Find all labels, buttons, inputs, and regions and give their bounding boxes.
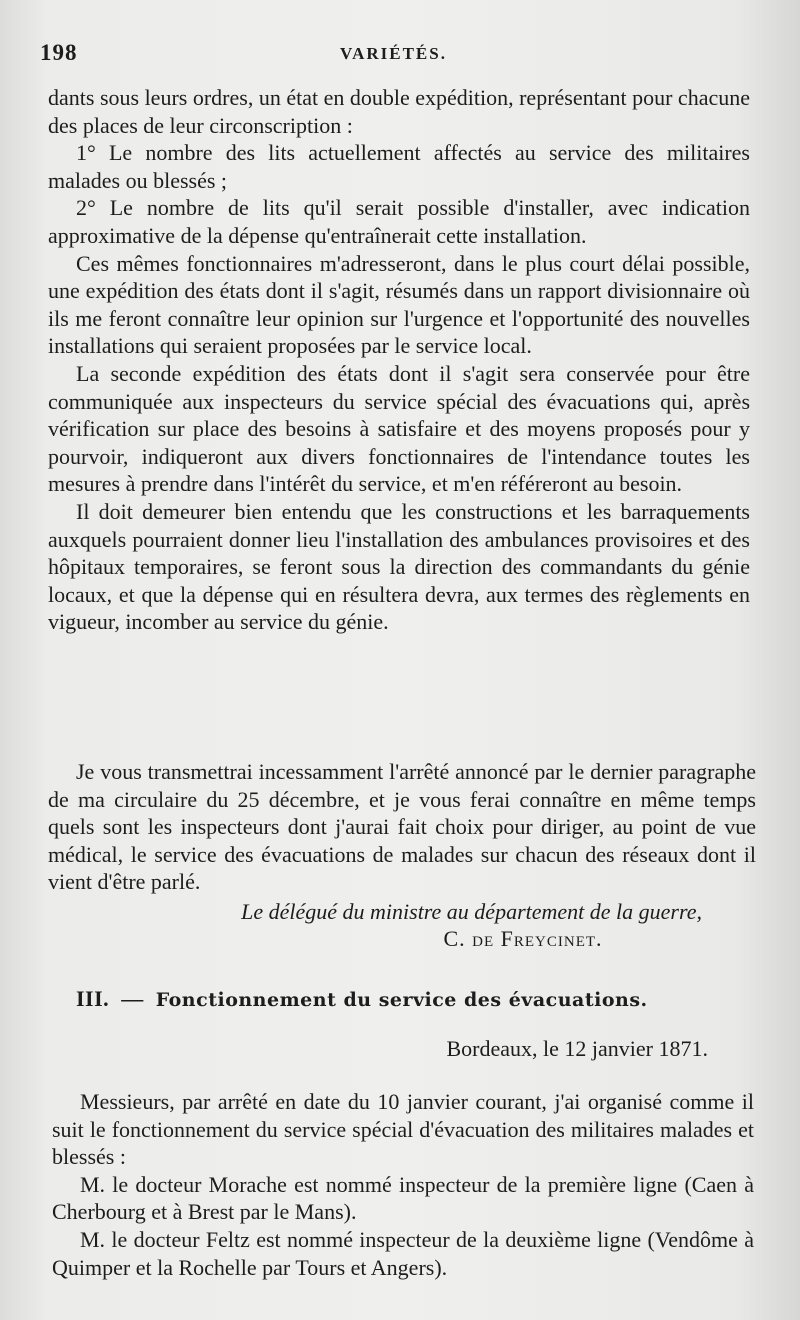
paragraph: Il doit demeurer bien entendu que les constructions et les barraquements auxquels pourraient donner lieu l'installation des ambulances provisoires et des hôpitaux temporaires, se feront sous la direction des commandants du génie locaux, et que la dépense qui en résultera devra, aux termes des règlements en vigueur, incomber au service du génie. (48, 498, 750, 635)
letter-body-continued (48, 84, 750, 636)
section-title: Fonctionnement du service des évacuations. (155, 989, 648, 1011)
paragraph: Messieurs, par arrêté en date du 10 janvier courant, j'ai organisé comme il suit le fonctionnement du service spécial d'évacuation des militaires malades et blessés : (52, 1089, 754, 1170)
paragraph: M. le docteur Feltz est nommé inspecteur de la deuxième ligne (Vendôme à Quimper et la Rochelle par Tours et Angers). (52, 1226, 754, 1280)
paragraph: 2° Le nombre de lits qu'il serait possible d'installer, avec indication approximative de la dépense qu'entraînerait cette installation. (48, 195, 750, 248)
section-number: III. (76, 986, 110, 1011)
signature-title: Le délégué du ministre au département de la guerre, (241, 899, 702, 924)
paragraph: Ces mêmes fonctionnaires m'adresseront, dans le plus court délai possible, une expédition des états dont il s'agit, résumés dans un rapport divisionnaire où ils me feront connaître leur opinion sur l'urgence et l'opportunité des nouvelles installations qui seraient proposées par le service local. (48, 250, 750, 359)
paragraph: dants sous leurs ordres, un état en double expédition, représentant pour chacune des places de leur circonscription : (48, 85, 750, 138)
section-dash: — (121, 986, 144, 1011)
paragraph: La seconde expédition des états dont il s'agit sera conservée pour être communiquée aux inspecteurs du service spécial des évacuations qui, après vérification sur place des besoins à satisfaire et des moyens proposés pour y pourvoir, indiqueront aux divers fonctionnaires de l'intendance toutes les mesures à prendre dans l'intérêt du service, et m'en référeront au besoin. (48, 360, 750, 497)
dateline: Bordeaux, le 12 janvier 1871. (446, 1036, 708, 1061)
signature-name: C. de Freycinet. (443, 926, 603, 951)
closing-paragraph (48, 758, 756, 896)
page-number: 198 (40, 40, 78, 65)
page-header (40, 40, 760, 72)
section-body (52, 1088, 754, 1281)
section-heading (76, 986, 756, 1012)
paragraph: 1° Le nombre des lits actuellement affectés au service des militaires malades ou blessés ; (48, 140, 750, 193)
running-head: VARIÉTÉS. (340, 44, 447, 63)
paragraph: M. le docteur Morache est nommé inspecteur de la première ligne (Caen à Cherbourg et à Brest par le Mans). (52, 1171, 754, 1225)
paragraph: Je vous transmettrai incessamment l'arrêté annoncé par le dernier paragraphe de ma circulaire du 25 décembre, et je vous ferai connaître en même temps quels sont les inspecteurs dont j'aurai fait choix pour diriger, au point de vue médical, le service des évacuations de malades sur chacun des réseaux dont il vient d'être parlé. (48, 759, 756, 895)
